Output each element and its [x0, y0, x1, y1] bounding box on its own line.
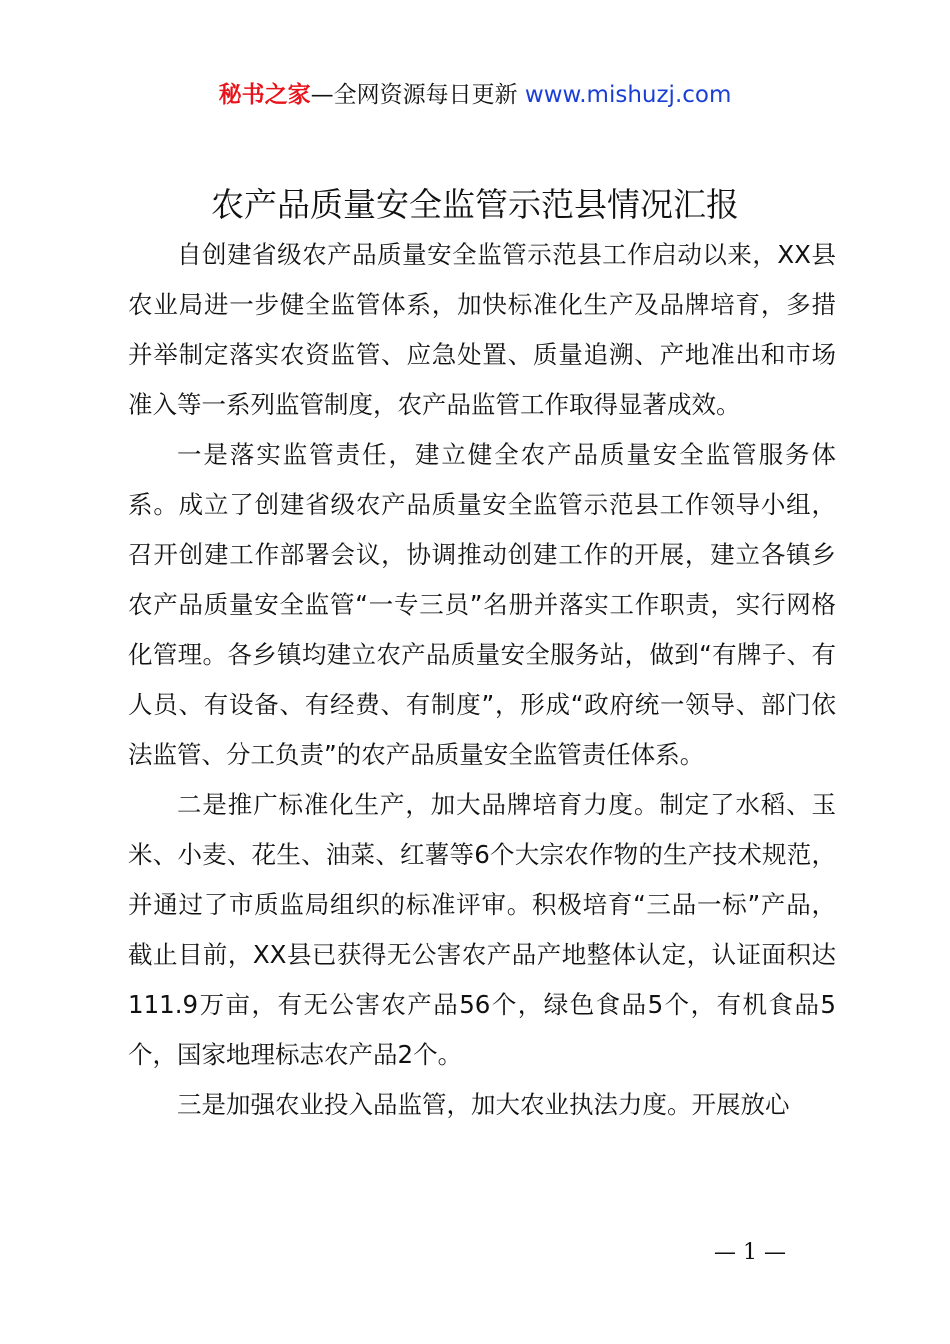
- brand-name: 秘书之家: [218, 82, 311, 108]
- header-tagline: —全网资源每日更新: [310, 82, 518, 108]
- document-title: 农产品质量安全监管示范县情况汇报: [211, 185, 739, 224]
- site-header: [0, 78, 950, 112]
- document-body: [128, 230, 836, 1130]
- paragraph-intro: 自创建省级农产品质量安全监管示范县工作启动以来，XX县农业局进一步健全监管体系，加快标准化生产及品牌培育，多措并举制定落实农资监管、应急处置、质量追溯、产地准出和市场准入等一系列监管制度，农产品监管工作取得显著成效。: [128, 240, 836, 419]
- site-url[interactable]: www.mishuzj.com: [524, 82, 732, 108]
- page-number: — 1 —: [714, 1240, 786, 1265]
- paragraph-1: 一是落实监管责任，建立健全农产品质量安全监管服务体系。成立了创建省级农产品质量安全监管示范县工作领导小组，召开创建工作部署会议，协调推动创建工作的开展，建立各镇乡农产品质量安全监管“一专三员”名册并落实工作职责，实行网格化管理。各乡镇均建立农产品质量安全服务站，做到“有牌子、有人员、有设备、有经费、有制度”，形成“政府统一领导、部门依法监管、分工负责”的农产品质量安全监管责任体系。: [128, 440, 836, 769]
- paragraph-3: 三是加强农业投入品监管，加大农业执法力度。开展放心: [177, 1090, 790, 1119]
- paragraph-2: 二是推广标准化生产，加大品牌培育力度。制定了水稻、玉米、小麦、花生、油菜、红薯等6个大宗农作物的生产技术规范，并通过了市质监局组织的标准评审。积极培育“三品一标”产品，截止目前，XX县已获得无公害农产品产地整体认定，认证面积达111.9万亩，有无公害农产品56个，绿色食品5个，有机食品5个，国家地理标志农产品2个。: [128, 790, 836, 1069]
